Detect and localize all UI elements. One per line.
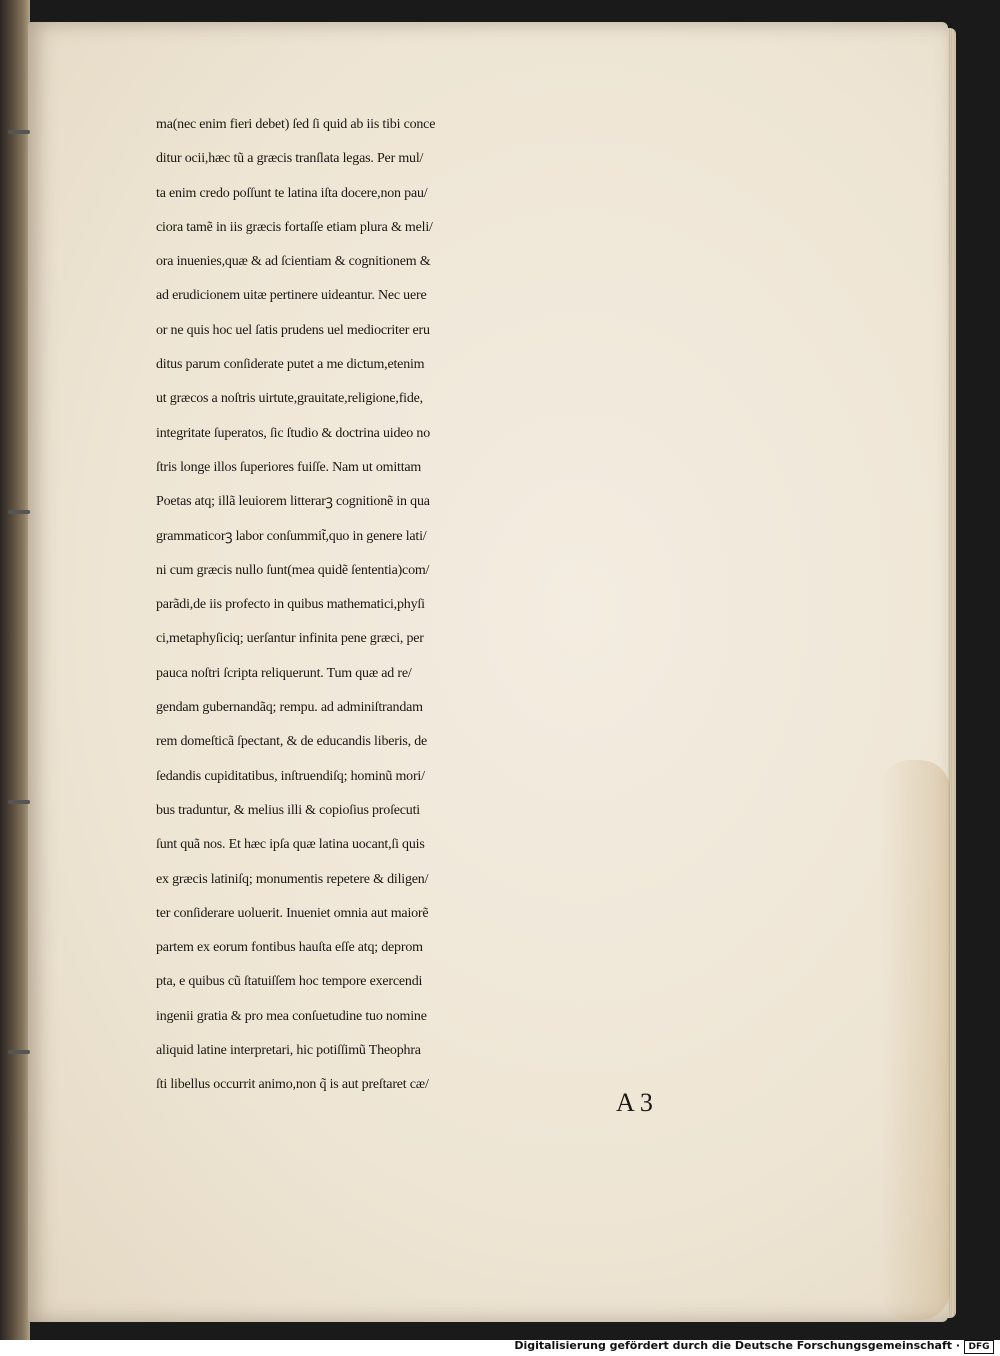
- text-line: aliquid latine interpretari, hic potiſſimũ Theophra: [156, 1043, 421, 1059]
- binding-mark: [8, 130, 30, 134]
- page-text: [156, 108, 756, 1103]
- dfg-logo: DFG: [964, 1340, 994, 1354]
- text-line: ma(nec enim fieri debet) ſed ſi quid ab iis tibi conce: [156, 117, 436, 132]
- text-line: pauca noſtri ſcripta reliquerunt. Tum quæ ad re/: [156, 665, 412, 681]
- text-line: ter conſiderare uoluerit. Inueniet omnia aut maiorẽ: [156, 905, 429, 921]
- text-line: gendam gubernandãq; rempu. ad adminiſtrandam: [156, 700, 423, 716]
- text-line: ditus parum conſiderate putet a me dictum,etenim: [156, 357, 425, 373]
- text-line: ex græcis latiniſq; monumentis repetere & diligen/: [156, 871, 429, 887]
- text-line: partem ex eorum fontibus hauſta eſſe atq; deprom: [156, 940, 423, 956]
- text-line: ad erudicionem uitæ pertinere uideantur. Nec uere: [156, 288, 427, 304]
- text-line: ci,metaphyſiciq; uerſantur infinita pene græci, per: [156, 631, 424, 647]
- binding-mark: [8, 800, 30, 804]
- text-line: ciora tamẽ in iis græcis fortaſſe etiam plura & meli/: [156, 219, 433, 235]
- text-line: ut græcos a noſtris uirtute,grauitate,religione,fide,: [156, 391, 423, 407]
- text-line: ſunt quã nos. Et hæc ipſa quæ latina uocant,ſi quis: [156, 837, 425, 853]
- text-line: rem domeſticã ſpectant, & de educandis liberis, de: [156, 734, 428, 750]
- text-line: grammaticorꝫ labor conſummit̃,quo in genere lati/: [156, 528, 427, 544]
- text-line: parãdi,de iis profecto in quibus mathematici,phyſi: [156, 597, 425, 613]
- footer-credit: Digitalisierung gefördert durch die Deutsche Forschungsgemeinschaft ·: [514, 1339, 960, 1352]
- text-line: bus traduntur, & melius illi & copioſius proſecuti: [156, 802, 420, 818]
- text-line: ſtris longe illos ſuperiores fuiſſe. Nam ut omittam: [156, 459, 422, 475]
- text-line: pta, e quibus cũ ſtatuiſſem hoc tempore exercendi: [156, 974, 423, 990]
- text-line: ta enim credo poſſunt te latina iſta docere,non pau/: [156, 185, 428, 201]
- text-line: ni cum græcis nullo ſunt(mea quidẽ ſententia)com/: [156, 562, 430, 578]
- binding-mark: [8, 510, 30, 514]
- book-spine: [0, 0, 30, 1340]
- text-line: ora inuenies,quæ & ad ſcientiam & cognitionem &: [156, 254, 431, 270]
- text-line: ingenii gratia & pro mea conſuetudine tuo nomine: [156, 1008, 427, 1024]
- text-line: ditur ocii,hæc tũ a græcis tranſlata legas. Per mul/: [156, 151, 424, 167]
- binding-mark: [8, 1050, 30, 1054]
- paper-stain: [880, 760, 950, 1320]
- signature-mark: A 3: [616, 1088, 653, 1117]
- text-line: ſedandis cupiditatibus, inſtruendiſq; hominũ mori/: [156, 768, 425, 784]
- text-line: Poetas atq; illã leuiorem litterarꝫ cognitionẽ in qua: [156, 494, 430, 510]
- text-line: or ne quis hoc uel ſatis prudens uel mediocriter eru: [156, 322, 430, 338]
- text-line: ſti libellus occurrit animo,non q̃ is aut preſtaret cæ/: [156, 1077, 429, 1093]
- text-line: integritate ſuperatos, ſic ſtudio & doctrina uideo no: [156, 425, 430, 441]
